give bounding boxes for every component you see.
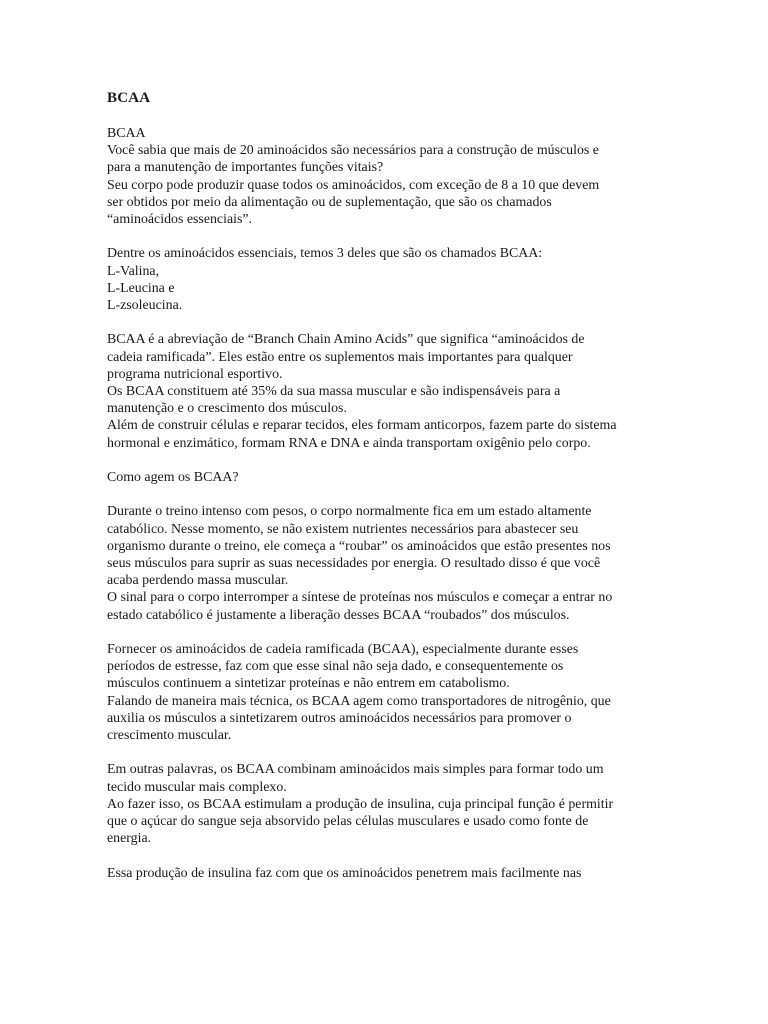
paragraph xyxy=(107,641,667,744)
text-line: BCAA é a abreviação de “Branch Chain Amino Acids” que significa “aminoácidos de xyxy=(107,332,585,348)
text-line: músculos continuem a sintetizar proteínas e não entrem em catabolismo. xyxy=(107,676,510,692)
text-line: para a manutenção de importantes funções vitais? xyxy=(107,160,384,176)
text-line: Fornecer os aminoácidos de cadeia ramificada (BCAA), especialmente durante esses xyxy=(107,642,579,658)
text-line: Além de construir células e reparar tecidos, eles formam anticorpos, fazem parte do sistema xyxy=(107,418,617,434)
text-line: programa nutricional esportivo. xyxy=(107,366,283,382)
text-line: O sinal para o corpo interromper a síntese de proteínas nos músculos e começar a entrar no xyxy=(107,590,613,606)
text-line: auxilia os músculos a sintetizarem outros aminoácidos necessários para promover o xyxy=(107,710,572,726)
paragraph xyxy=(107,245,667,314)
text-line: Falando de maneira mais técnica, os BCAA agem como transportadores de nitrogênio, que xyxy=(107,693,611,709)
text-line: Essa produção de insulina faz com que os aminoácidos penetrem mais facilmente nas xyxy=(107,865,582,881)
document-body xyxy=(107,125,667,882)
text-line: hormonal e enzimático, formam RNA e DNA e ainda transportam oxigênio pelo corpo. xyxy=(107,435,591,451)
paragraph xyxy=(107,125,667,228)
text-line: Em outras palavras, os BCAA combinam aminoácidos mais simples para formar todo um xyxy=(107,762,604,778)
paragraph xyxy=(107,331,667,451)
text-line: que o açúcar do sangue seja absorvido pelas células musculares e usado como fonte de xyxy=(107,814,589,830)
text-line: L-zsoleucina. xyxy=(107,298,183,314)
text-line: Dentre os aminoácidos essenciais, temos 3 deles que são os chamados BCAA: xyxy=(107,246,543,262)
text-line: seus músculos para suprir as suas necessidades por energia. O resultado disso é que você xyxy=(107,556,601,572)
document-title: BCAA xyxy=(107,90,151,106)
paragraph xyxy=(107,761,667,847)
text-line: Seu corpo pode produzir quase todos os aminoácidos, com exceção de 8 a 10 que devem xyxy=(107,177,600,193)
text-line: acaba perdendo massa muscular. xyxy=(107,573,289,589)
text-line: L-Valina, xyxy=(107,263,160,279)
text-line: Você sabia que mais de 20 aminoácidos são necessários para a construção de músculos e xyxy=(107,143,599,159)
text-line: crescimento muscular. xyxy=(107,728,232,744)
document-page xyxy=(107,88,667,899)
paragraph xyxy=(107,503,667,623)
paragraph xyxy=(107,865,667,882)
text-line: Ao fazer isso, os BCAA estimulam a produção de insulina, cuja principal função é permitir xyxy=(107,796,614,812)
text-line: tecido muscular mais complexo. xyxy=(107,779,287,795)
paragraph xyxy=(107,469,667,486)
text-line: BCAA xyxy=(107,126,146,141)
text-line: catabólico. Nesse momento, se não existem nutrientes necessários para abastecer seu xyxy=(107,521,579,537)
text-line: L-Leucina e xyxy=(107,280,175,296)
text-line: manutenção e o crescimento dos músculos. xyxy=(107,401,347,417)
text-line: Os BCAA constituem até 35% da sua massa muscular e são indispensáveis para a xyxy=(107,384,561,400)
text-line: estado catabólico é justamente a liberação desses BCAA “roubados” dos músculos. xyxy=(107,607,570,623)
text-line: períodos de estresse, faz com que esse sinal não seja dado, e consequentemente os xyxy=(107,659,564,675)
text-line: Como agem os BCAA? xyxy=(107,470,239,486)
text-line: energia. xyxy=(107,831,152,847)
text-line: cadeia ramificada”. Eles estão entre os suplementos mais importantes para qualquer xyxy=(107,349,573,365)
text-line: Durante o treino intenso com pesos, o corpo normalmente fica em um estado altamente xyxy=(107,504,592,520)
text-line: organismo durante o treino, ele começa a “roubar” os aminoácidos que estão presentes nos xyxy=(107,538,611,554)
text-line: ser obtidos por meio da alimentação ou de suplementação, que são os chamados xyxy=(107,194,552,210)
text-line: “aminoácidos essenciais”. xyxy=(107,212,253,228)
